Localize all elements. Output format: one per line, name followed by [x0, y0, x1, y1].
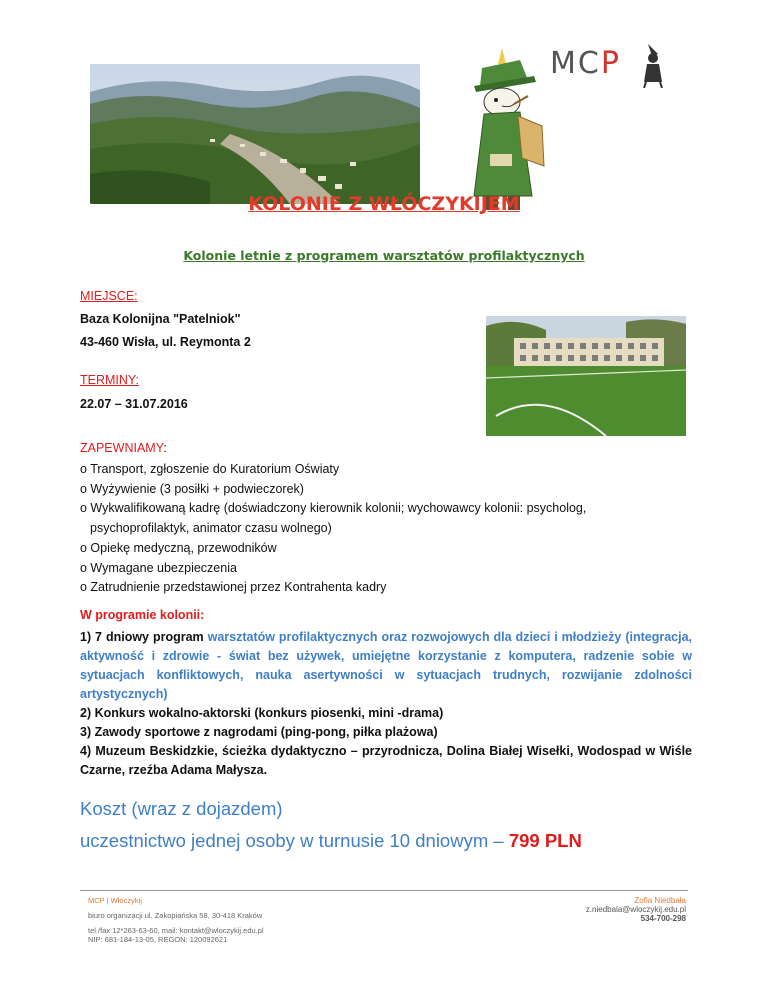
list-item: o Wymagane ubezpieczenia [80, 560, 237, 575]
list-item: o Wyżywienie (3 posiłki + podwieczorek) [80, 481, 304, 496]
provides-label: ZAPEWNIAMY [80, 441, 164, 455]
logo-figure-icon [638, 42, 668, 88]
list-item: o Zatrudnienie przedstawionej przez Kontrahenta kadry [80, 580, 387, 595]
program-item-3: 3) Zawody sportowe z nagrodami (ping-pong, piłka plażowa) [80, 725, 438, 739]
footer-contact: tel./fax 12*263-63-60, mail: kontakt@wloczykij.edu.pl [88, 926, 264, 935]
page-subtitle: Kolonie letnie z programem warsztatów profilaktycznych [183, 248, 585, 263]
footer-email: z.niedbala@wloczykij.edu.pl [585, 905, 686, 914]
landscape-photo [90, 64, 420, 204]
provides-heading: ZAPEWNIAMY: [80, 441, 167, 455]
program-label: W programie kolonii: [80, 608, 205, 622]
cost-line: uczestnictwo jednej osoby w turnusie 10 dniowym – 799 PLN [80, 830, 582, 851]
provides-list [80, 460, 700, 598]
dates-value: 22.07 – 31.07.2016 [80, 397, 188, 411]
program-item-2: 2) Konkurs wokalno-aktorski (konkurs piosenki, mini -drama) [80, 706, 444, 720]
page-title: KOLONIE Z WŁÓCZYKIJEM [248, 193, 520, 215]
footer-org: MCP | Włóczykij [88, 896, 142, 905]
footer-address: biuro organizacji ul. Zakopiańska 58, 30-418 Kraków [88, 911, 263, 920]
program-item-1: 1) 7 dniowy program warsztatów profilaktycznych oraz rozwojowych dla dzieci i młodzieży (integracja, aktywność i zdrowie - świat bez używek, umiejętne korzystanie z komputera, radzenie sobie w sytuacjach konfliktowych, nauka asertywności w sytuacjach trudnych, rozwijanie zdolności artystycznych) [80, 630, 693, 701]
location-line2: 43-460 Wisła, ul. Reymonta 2 [80, 335, 251, 349]
list-item: psychoprofilaktyk, animator czasu wolnego) [90, 521, 332, 536]
dates-label: TERMINY: [80, 373, 140, 387]
building-photo [486, 316, 686, 436]
program-item-4: 4) Muzeum Beskidzkie, ścieżka dydaktyczno – przyrodnicza, Dolina Białej Wisełki, Wodospad w Wiśle Czarne, rzeźba Adama Małysza. [80, 744, 692, 777]
footer-ids: NIP: 681-184-13-05, REGON: 120092621 [88, 935, 228, 944]
program-list [80, 628, 692, 780]
mcp-logo [548, 42, 668, 88]
footer-person: Zofia Niedbała [634, 896, 686, 905]
footer-divider [80, 890, 688, 891]
logo-text: MCP [550, 46, 621, 81]
price: 799 PLN [508, 830, 582, 851]
list-item: o Opiekę medyczną, przewodników [80, 540, 277, 555]
cost-heading: Koszt (wraz z dojazdem) [80, 798, 283, 819]
location-line1: Baza Kolonijna "Patelniok" [80, 312, 241, 326]
list-item: o Wykwalifikowaną kadrę (doświadczony kierownik kolonii; wychowawcy kolonii: psycholog, [80, 501, 587, 516]
location-label: MIEJSCE: [80, 289, 138, 303]
footer-phone: 534-700-298 [640, 914, 686, 923]
mascot-character-icon [462, 46, 552, 214]
list-item: o Transport, zgłoszenie do Kuratorium Oświaty [80, 462, 340, 476]
